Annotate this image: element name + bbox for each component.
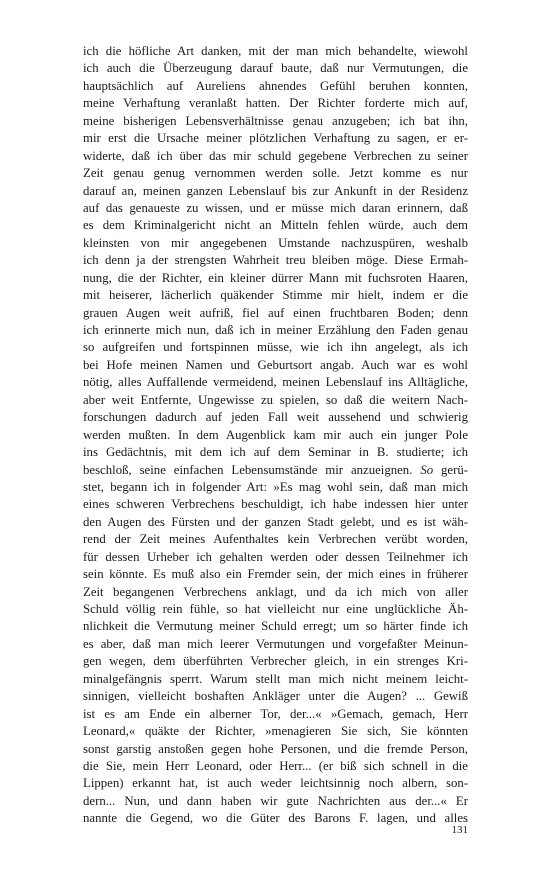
text-line: auf das genaueste zu wissen, und er müsse mich daran erinnern, daß [83,200,468,215]
text-line: sonst garstig anstoßen gegen hohe Personen, und die fremde Person, [83,741,468,756]
text-line: Zeit genau genug vernommen werden solle. Jetzt komme es nur [83,166,468,181]
text-line: nung, die der Richter, ein kleiner dürrer Mann mit fuchsroten Haaren, [83,270,468,285]
text-line: stet, begann ich in folgender Art: »Es mag wohl sein, daß man mich [83,479,468,494]
text-line: rend der Zeit meines Aufenthaltes kein Verbrechen verübt worden, [83,532,468,547]
text-line: hauptsächlich auf Aureliens ahnendes Gefühl beruhen konnten, [83,78,468,93]
text-line: forschungen dadurch auf jeden Fall weit aussehend und schwierig [83,410,468,425]
text-line: bei Hofe meinen Namen und Geburtsort angab. Auch war es wohl [83,357,468,372]
text-line: nlichkeit die Vermutung meiner Schuld erregt; um so härter finde ich [83,619,468,634]
text-line: meine Verhaftung veranlaßt hatten. Der Richter forderte mich auf, [83,96,468,111]
text-line: den Augen des Fürsten und der ganzen Stadt gelebt, und es ist wäh- [83,514,468,529]
text-line: ins Gedächtnis, mit dem ich auf dem Seminar in B. studierte; ich [83,445,468,460]
text-line: sein könnte. Es muß also ein Fremder sein, der mich eines in früherer [83,567,468,582]
text-line: gen wegen, dem überführten Verbrecher gleich, in ein strenges Kri- [83,654,468,669]
text-line: für dessen Urheber ich gehalten werden oder dessen Teilnehmer ich [83,549,468,564]
text-line: die Sie, mein Herr Leonard, oder Herr... (er biß sich schnell in die [83,758,468,773]
text-line: Schuld völlig rein fühle, so hat vielleicht nur eine unglückliche Äh- [83,602,468,616]
text-line: eines schweren Verbrechens beschuldigt, ich habe indessen hier unter [83,497,468,512]
text-line: aber weit Entfernte, Ungewisse zu spielen, so daß die weitern Nach- [83,392,468,407]
text-line: nötig, alles Auffallende vermeidend, meinen Lebenslauf ins Alltägliche, [83,375,468,390]
text-line: widerte, daß ich über das mir schuld gegebene Verbrechen zu seiner [83,148,468,163]
text-line: grauen Augen weit aufriß, fiel auf einen fruchtbaren Boden; denn [83,305,468,320]
text-line-segment: gerü- [433,462,469,477]
page-number: 131 [451,824,468,836]
text-line: kleinsten von mir angegebenen Umstande nachzuspüren, weshalb [83,235,468,250]
text-line: minalgefängnis sperrt. Warum stellt man mich nicht meinem leicht- [83,671,468,686]
text-line: es dem Kriminalgericht nicht an Mitteln fehlen würde, auch dem [83,218,468,233]
text-line: ich denn ja der strengsten Wahrheit treu bleiben möge. Diese Ermah- [83,253,468,268]
text-line: sinnigen, vielleicht boshaften Ankläger unter die Augen? ... Gewiß [83,689,468,704]
body-text [83,43,468,828]
text-line: ich auch die Überzeugung darauf baute, daß nur Vermutungen, die [83,61,468,76]
text-line: ist es am Ende ein alberner Tor, der...« »Gemach, gemach, Herr [83,706,468,721]
text-line: werden mußten. In dem Augenblick kam mir auch ein junger Pole [83,427,468,442]
text-line: mir erst die Ursache meiner plötzlichen Verhaftung zu sagen, er er- [83,131,468,146]
text-line: Leonard,« quäkte der Richter, »menagieren Sie sich, Sie könnten [83,724,468,739]
text-line-segment: beschloß, seine einfachen Lebensumstände mir anzueignen. [83,462,413,477]
text-line: nannte die Gegend, wo die Güter des Barons F. lagen, und alles [83,811,468,826]
text-line: es aber, daß man mich leerer Vermutungen und vorgefaßter Meinun- [83,636,468,651]
text-line: meine bisherigen Lebensverhältnisse genau anzugeben; ich bat ihn, [83,113,468,128]
text-line: Zeit begangenen Verbrechens anklagt, und da ich mich von aller [83,584,468,599]
italic-word: So [420,462,434,477]
text-line: dern... Nun, und dann haben wir gute Nachrichten aus der...« Er [83,793,468,808]
text-line: so aufgreifen und fortspinnen müsse, wie ich ihn angelegt, als ich [83,340,468,355]
text-line: ich die höfliche Art danken, mit der man mich behandelte, wiewohl [83,44,468,58]
text-line-with-italic [83,462,468,479]
text-line: darauf an, meinen ganzen Lebenslauf bis zur Ankunft in der Residenz [83,183,468,198]
text-line: ich erinnerte mich nun, daß ich in meiner Erzählung den Faden genau [83,323,468,337]
text-line: Lippen) erkannt hat, ist auch weder leichtsinnig noch albern, son- [83,776,468,791]
text-line: mit heiserer, lächerlich quäkender Stimme mir hielt, indem er die [83,288,468,303]
